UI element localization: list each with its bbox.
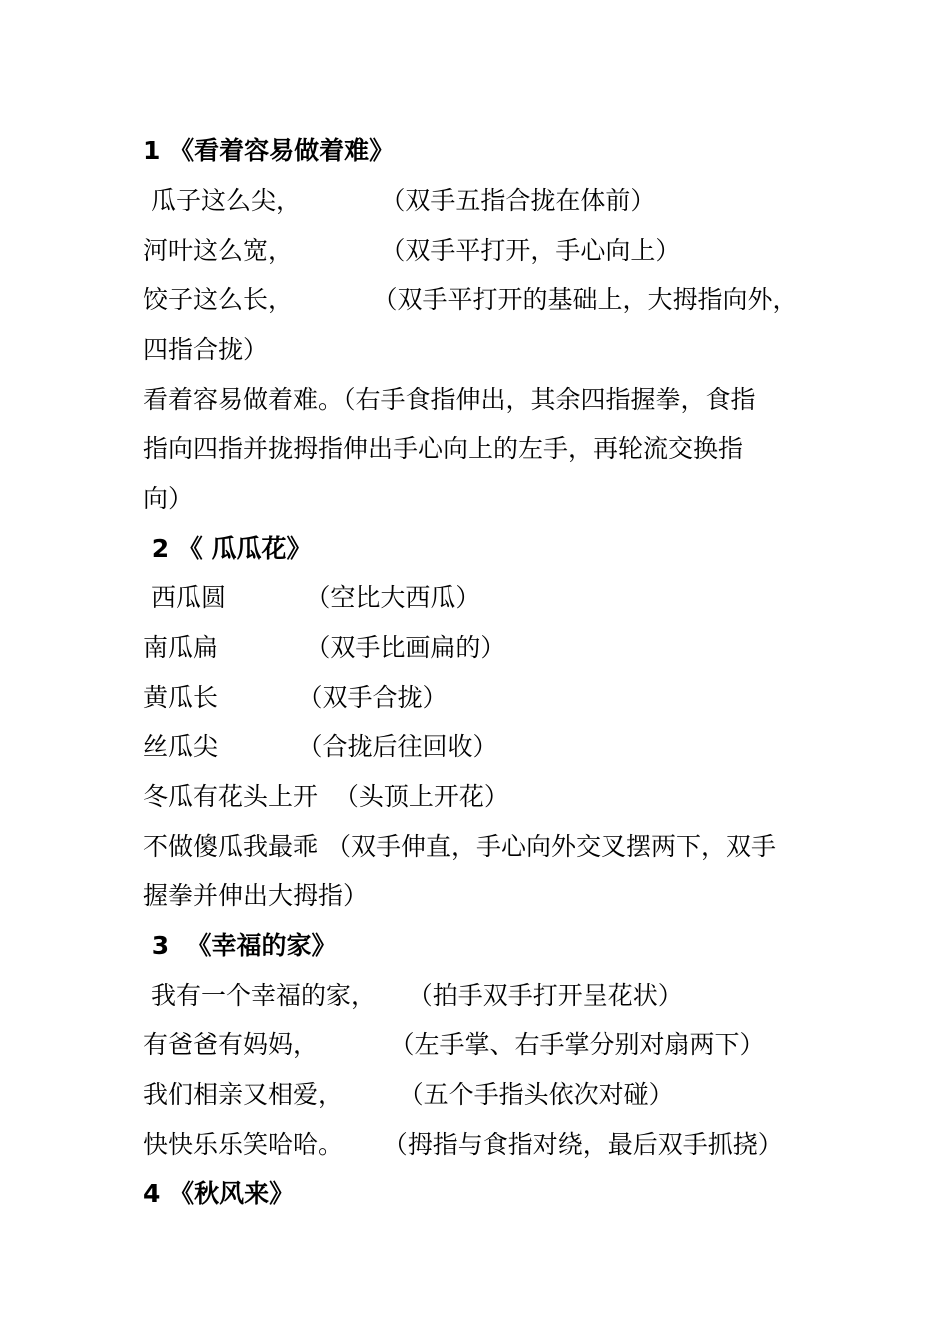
text-line: 饺子这么长， （双手平打开的基础上，大拇指向外，	[143, 285, 798, 314]
section-title-2: 2 《 瓜瓜花》	[143, 534, 312, 563]
text-line: 有爸爸有妈妈， （左手掌、右手掌分别对扇两下）	[143, 1030, 765, 1059]
text-line: 四指合拢）	[143, 335, 269, 364]
text-line: 冬瓜有花头上开 （头顶上开花）	[143, 782, 509, 811]
text-line: 快快乐乐笑哈哈。 （拇指与食指对绕，最后双手抓挠）	[143, 1130, 783, 1159]
text-line: 瓜子这么尖， （双手五指合拢在体前）	[143, 186, 656, 215]
text-line: 西瓜圆 （空比大西瓜）	[143, 583, 481, 612]
text-line: 丝瓜尖 （合拢后往回收）	[143, 732, 498, 761]
text-line: 我们相亲又相爱， （五个手指头依次对碰）	[143, 1080, 674, 1109]
section-title-1: 1 《看着容易做着难》	[143, 136, 395, 165]
text-line: 握拳并伸出大拇指）	[143, 881, 369, 910]
text-line: 向）	[143, 484, 194, 513]
text-line: 不做傻瓜我最乖 （双手伸直，手心向外交叉摆两下，双手	[143, 832, 776, 861]
text-line: 看着容易做着难。（右手食指伸出，其余四指握拳，食指	[143, 385, 756, 414]
text-line: 我有一个幸福的家， （拍手双手打开呈花状）	[143, 981, 683, 1010]
text-line: 黄瓜长 （双手合拢）	[143, 683, 448, 712]
text-line: 南瓜扁 （双手比画扁的）	[143, 633, 506, 662]
text-line: 河叶这么宽， （双手平打开，手心向上）	[143, 236, 681, 265]
section-title-3: 3 《幸福的家》	[143, 931, 337, 960]
section-title-4: 4 《秋风来》	[143, 1179, 295, 1208]
text-line: 指向四指并拢拇指伸出手心向上的左手，再轮流交换指	[143, 434, 744, 463]
